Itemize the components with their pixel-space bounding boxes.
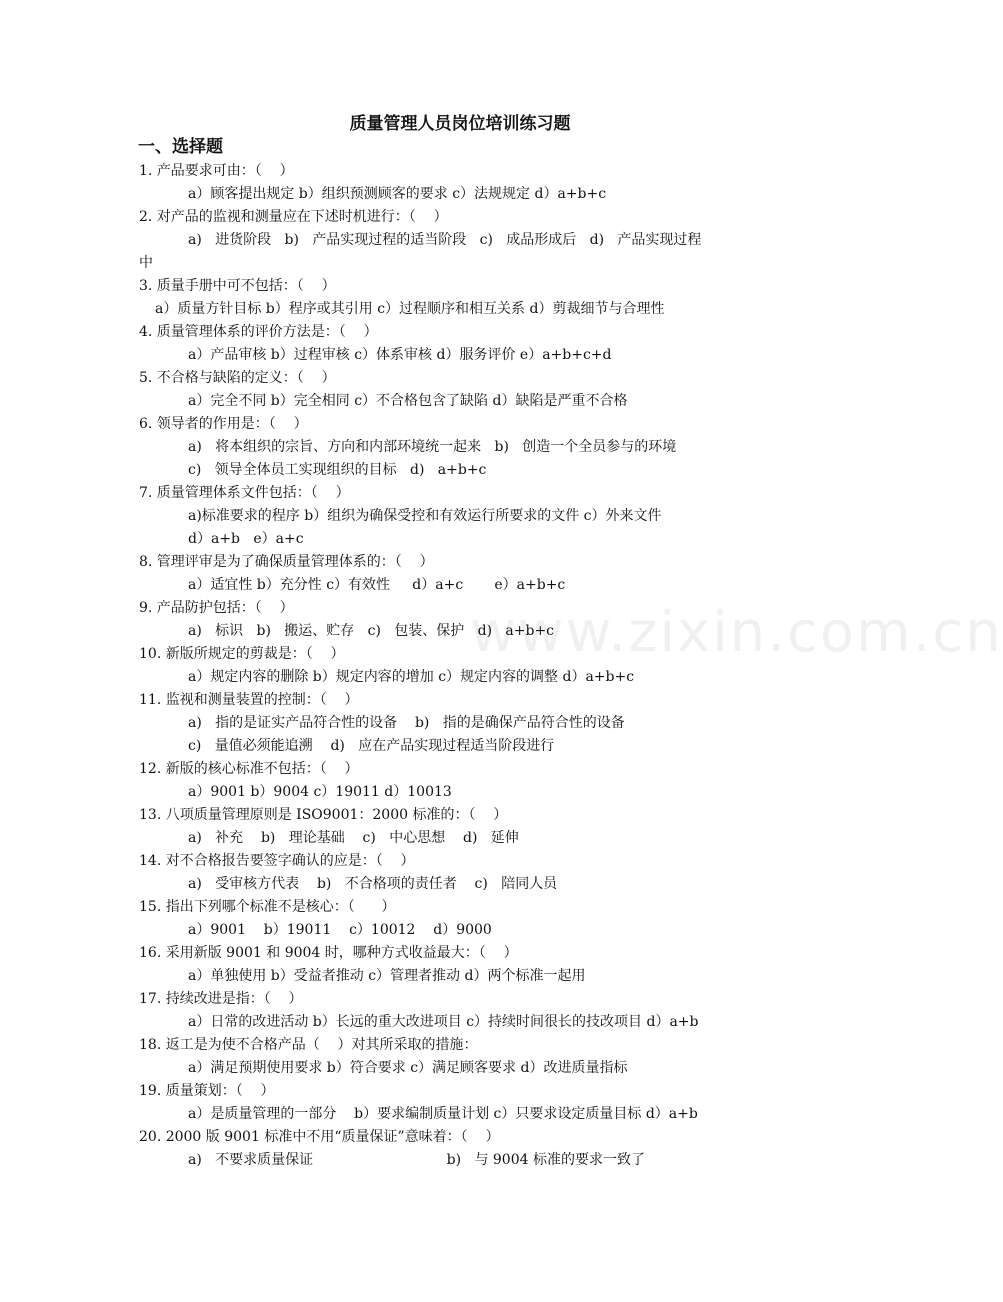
- question-12: 12. 新版的核心标准不包括：（ ）: [139, 761, 359, 777]
- options-2-wrap: 中: [139, 255, 153, 271]
- question-8: 8. 管理评审是为了确保质量管理体系的：（ ）: [139, 554, 434, 570]
- question-2: 2. 对产品的监视和测量应在下述时机进行：（ ）: [139, 209, 448, 225]
- options-16: a）单独使用 b）受益者推动 c）管理者推动 d）两个标准一起用: [188, 968, 586, 984]
- options-19: a）是质量管理的一部分 b）要求编制质量计划 c）只要求设定质量目标 d）a+b: [188, 1106, 698, 1122]
- options-15: a）9001 b）19011 c）10012 d）9000: [188, 922, 492, 938]
- options-17: a）日常的改进活动 b）长远的重大改进项目 c）持续时间很长的技改项目 d）a+b: [188, 1014, 699, 1030]
- document-title: 质量管理人员岗位培训练习题: [349, 114, 571, 134]
- question-5: 5. 不合格与缺陷的定义：（ ）: [139, 370, 336, 386]
- question-16: 16. 采用新版 9001 和 9004 时，哪种方式收益最大：（ ）: [139, 945, 518, 961]
- question-15: 15. 指出下列哪个标准不是核心：（ ）: [139, 899, 396, 915]
- options-20: a) 不要求质量保证 b) 与 9004 标准的要求一致了: [188, 1152, 645, 1168]
- question-11: 11. 监视和测量装置的控制：（ ）: [139, 692, 359, 708]
- question-20: 20. 2000 版 9001 标准中不用“质量保证”意味着：（ ）: [139, 1129, 500, 1145]
- options-18: a）满足预期使用要求 b）符合要求 c）满足顾客要求 d）改进质量指标: [188, 1060, 628, 1076]
- options-8: a）适宜性 b）充分性 c）有效性 d）a+c e）a+b+c: [188, 577, 566, 593]
- options-3: a）质量方针目标 b）程序或其引用 c）过程顺序和相互关系 d）剪裁细节与合理性: [155, 301, 665, 317]
- options-9: a) 标识 b) 搬运、贮存 c) 包装、保护 d) a+b+c: [188, 623, 555, 639]
- question-13: 13. 八项质量管理原则是 ISO9001：2000 标准的：（ ）: [139, 807, 508, 823]
- options-7b: d）a+b e）a+c: [188, 531, 304, 547]
- section-heading: 一、选择题: [138, 137, 223, 157]
- options-13: a) 补充 b) 理论基础 c) 中心思想 d) 延伸: [188, 830, 519, 846]
- options-1: a）顾客提出规定 b）组织预测顾客的要求 c）法规规定 d）a+b+c: [188, 186, 607, 202]
- options-10: a）规定内容的删除 b）规定内容的增加 c）规定内容的调整 d）a+b+c: [188, 669, 635, 685]
- options-6a: a) 将本组织的宗旨、方向和内部环境统一起来 b) 创造一个全员参与的环境: [188, 439, 677, 455]
- question-10: 10. 新版所规定的剪裁是：（ ）: [139, 646, 345, 662]
- question-18: 18. 返工是为使不合格产品（ ）对其所采取的措施：: [139, 1037, 478, 1053]
- question-1: 1. 产品要求可由：（ ）: [139, 163, 294, 179]
- question-4: 4. 质量管理体系的评价方法是：（ ）: [139, 324, 378, 340]
- question-3: 3. 质量手册中可不包括：（ ）: [139, 278, 336, 294]
- options-14: a) 受审核方代表 b) 不合格项的责任者 c) 陪同人员: [188, 876, 558, 892]
- question-9: 9. 产品防护包括：（ ）: [139, 600, 294, 616]
- question-17: 17. 持续改进是指：（ ）: [139, 991, 303, 1007]
- options-2: a) 进货阶段 b) 产品实现过程的适当阶段 c) 成品形成后 d) 产品实现过程: [188, 232, 702, 248]
- options-12: a）9001 b）9004 c）19011 d）10013: [188, 784, 452, 800]
- options-7a: a)标准要求的程序 b）组织为确保受控和有效运行所要求的文件 c）外来文件: [188, 508, 662, 524]
- options-11b: c) 量值必须能追溯 d) 应在产品实现过程适当阶段进行: [188, 738, 555, 754]
- options-6b: c) 领导全体员工实现组织的目标 d) a+b+c: [188, 462, 487, 478]
- question-19: 19. 质量策划：（ ）: [139, 1083, 275, 1099]
- options-5: a）完全不同 b）完全相同 c）不合格包含了缺陷 d）缺陷是严重不合格: [188, 393, 628, 409]
- options-4: a）产品审核 b）过程审核 c）体系审核 d）服务评价 e）a+b+c+d: [188, 347, 612, 363]
- question-6: 6. 领导者的作用是：（ ）: [139, 416, 308, 432]
- watermark: www.zixin.com.cn: [470, 600, 1003, 665]
- options-11a: a) 指的是证实产品符合性的设备 b) 指的是确保产品符合性的设备: [188, 715, 625, 731]
- question-14: 14. 对不合格报告要签字确认的应是：（ ）: [139, 853, 415, 869]
- question-7: 7. 质量管理体系文件包括：（ ）: [139, 485, 350, 501]
